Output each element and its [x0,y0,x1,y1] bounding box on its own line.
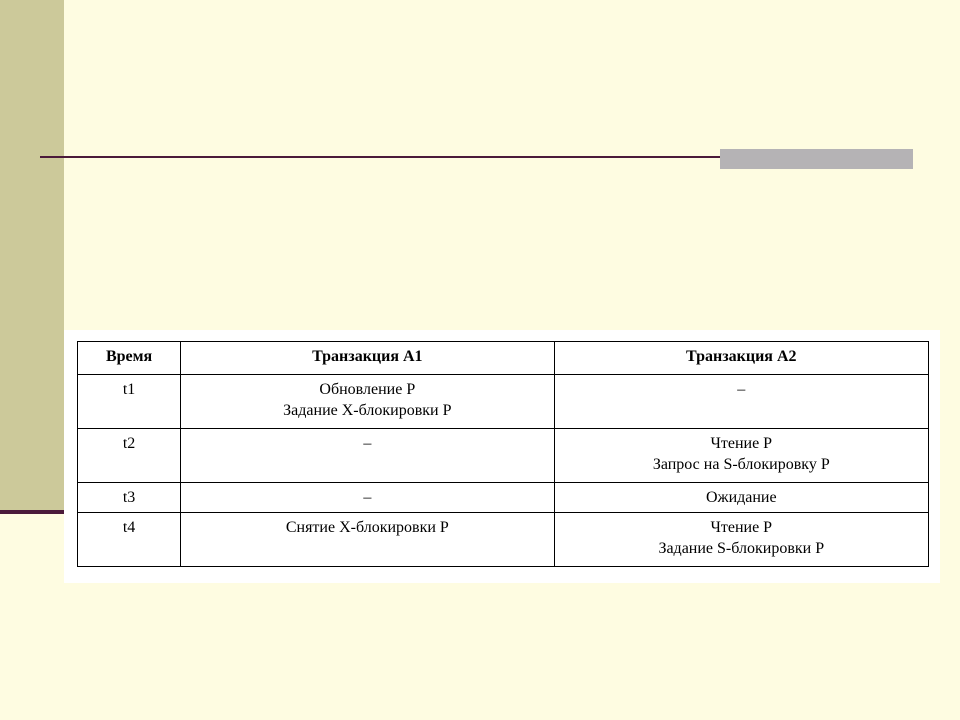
cell-time: t1 [78,375,181,429]
cell-line: Задание S-блокировки Р [658,540,825,557]
cell-line: Задание Х-блокировки Р [283,402,452,419]
cell-time: t4 [78,513,181,567]
title-divider-accent-block [720,149,913,169]
cell-line: Запрос на S-блокировку Р [652,456,830,473]
header-transaction-a2: Транзакция А2 [554,342,928,375]
cell-line: Чтение Р [710,519,773,536]
left-accent-bar-underline [0,510,64,514]
lock-schedule-table [77,341,929,567]
cell-time: t3 [78,483,181,513]
table-row-t2 [78,429,929,483]
table-row-t4 [78,513,929,567]
cell-line: Ожидание [705,489,777,506]
table-row-t3 [78,483,929,513]
cell-time: t2 [78,429,181,483]
cell-transaction-a1 [181,375,554,429]
cell-transaction-a1 [181,513,554,567]
cell-line: Чтение Р [710,435,773,452]
table-row-t1 [78,375,929,429]
cell-line: Снятие Х-блокировки Р [285,519,449,536]
cell-transaction-a2 [554,375,928,429]
cell-transaction-a2 [554,429,928,483]
cell-transaction-a1 [181,429,554,483]
cell-line: – [737,381,746,398]
cell-transaction-a1 [181,483,554,513]
table-header-row [78,342,929,375]
cell-line: Обновление Р [319,381,416,398]
cell-transaction-a2 [554,513,928,567]
cell-line: – [363,435,372,452]
header-time: Время [78,342,181,375]
header-transaction-a1: Транзакция А1 [181,342,554,375]
cell-line: – [363,489,372,506]
table-panel [64,330,940,583]
cell-transaction-a2 [554,483,928,513]
left-accent-bar [0,0,64,512]
